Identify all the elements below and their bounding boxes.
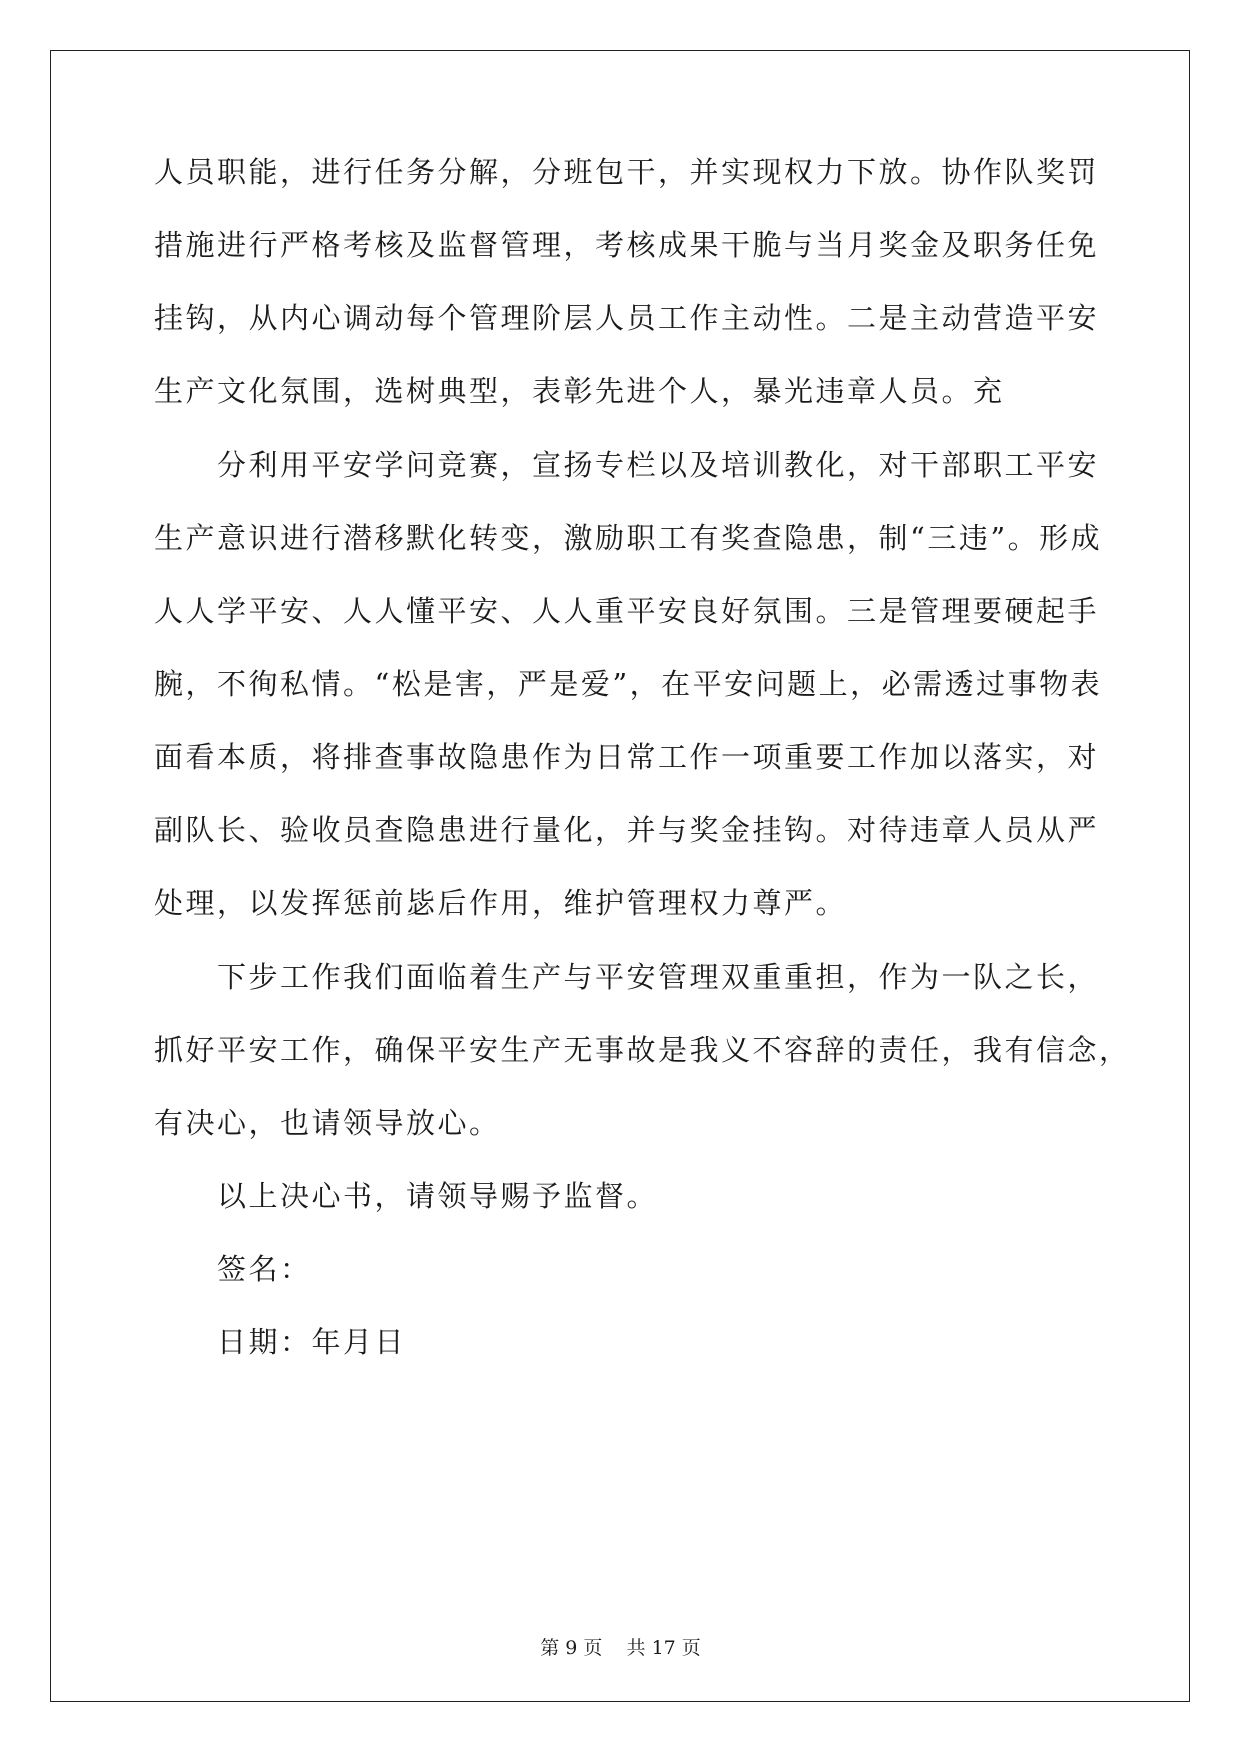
page-number: 第 9 页 共 17 页: [540, 1637, 701, 1659]
text-line: 处理，以发挥惩前毖后作用，维护管理权力尊严。: [154, 886, 848, 920]
signature-label: 签名：: [217, 1252, 312, 1286]
text-line: 副队长、验收员查隐患进行量化，并与奖金挂钩。对待违章人员从严: [154, 813, 1100, 847]
text-line: 挂钩，从内心调动每个管理阶层人员工作主动性。二是主动营造平安: [154, 301, 1100, 335]
text-line: 以上决心书，请领导赐予监督。: [217, 1179, 659, 1213]
text-line: 抓好平安工作，确保平安生产无事故是我义不容辞的责任，我有信念，: [154, 1033, 1131, 1067]
text-line: 腕，不徇私情。“松是害，严是爱”，在平安问题上，必需透过事物表: [154, 667, 1103, 701]
text-line: 分利用平安学问竞赛，宣扬专栏以及培训教化，对干部职工平安: [217, 448, 1100, 482]
text-line: 人员职能，进行任务分解，分班包干，并实现权力下放。协作队奖罚: [154, 155, 1100, 189]
text-line: 措施进行严格考核及监督管理，考核成果干脆与当月奖金及职务任免: [154, 228, 1100, 262]
text-line: 生产意识进行潜移默化转变，激励职工有奖查隐患，制“三违”。形成: [154, 521, 1103, 555]
text-line: 面看本质，将排查事故隐患作为日常工作一项重要工作加以落实，对: [154, 740, 1100, 774]
text-line: 人人学平安、人人懂平安、人人重平安良好氛围。三是管理要硬起手: [154, 594, 1100, 628]
date-label: 日期：年月日: [217, 1325, 407, 1359]
text-line: 生产文化氛围，选树典型，表彰先进个人，暴光违章人员。充: [154, 374, 1005, 408]
text-line: 有决心，也请领导放心。: [154, 1106, 501, 1140]
text-line: 下步工作我们面临着生产与平安管理双重重担，作为一队之长，: [217, 960, 1100, 994]
